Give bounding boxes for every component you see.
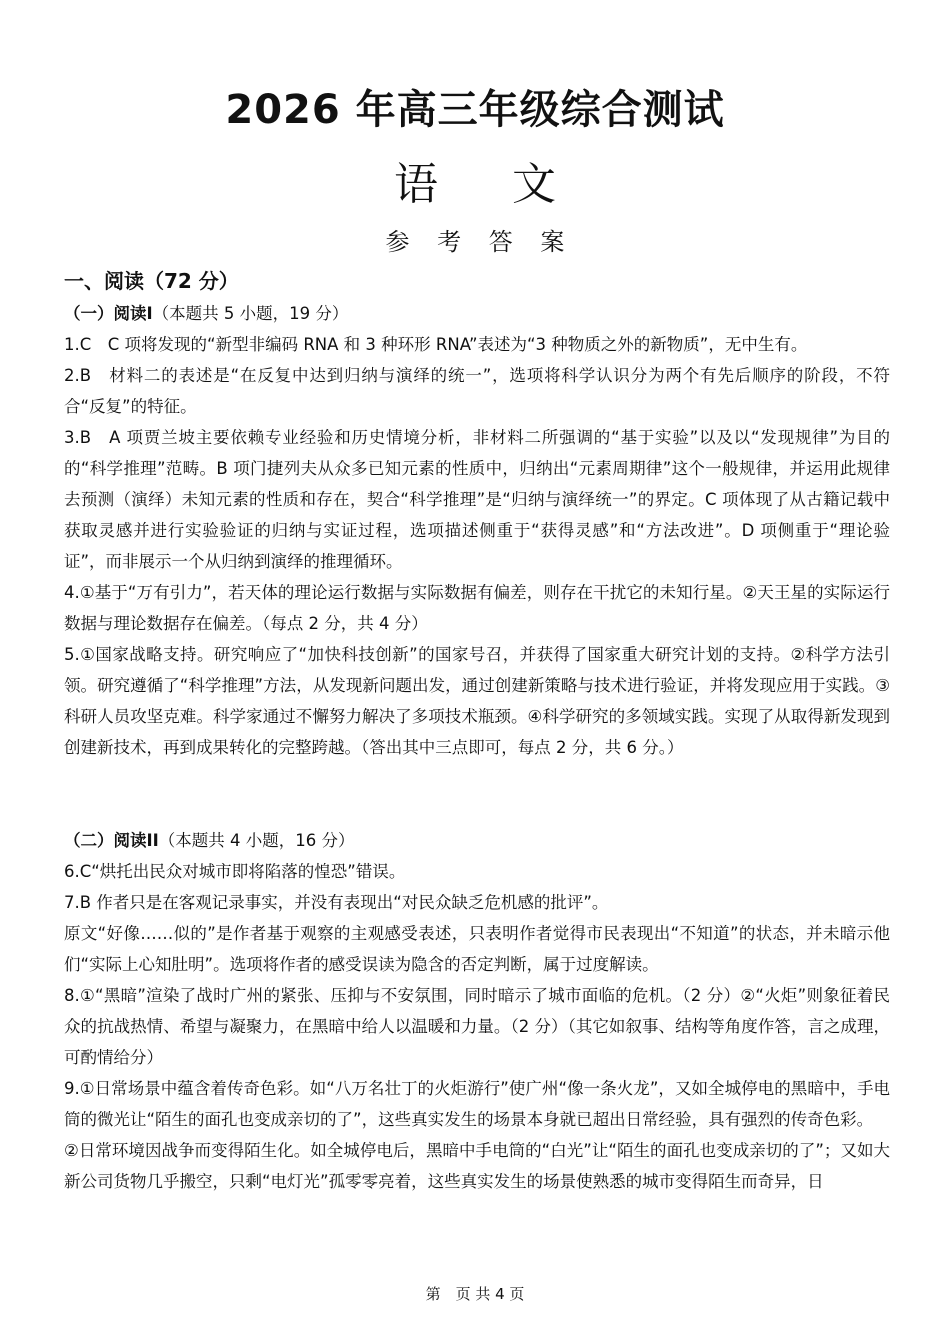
answer-key-heading: 参 考 答 案 [385,228,575,256]
part1-info: （本题共 5 小题，19 分） [152,304,349,323]
part1-heading [64,298,890,329]
answer-item: 原文“好像……似的”是作者基于观察的主观感受表述，只表明作者觉得市民表现出“不知道”的状态，并未暗示他们“实际上心知肚明”。选项将作者的感受误读为隐含的否定判断，属于过度解读。 [64,924,890,974]
exam-title: 2026 年高三年级综合测试 [225,87,725,133]
page-footer: 第 页 共 4 页 [425,1285,525,1303]
answer-item: 9.①日常场景中蕴含着传奇色彩。如“八万名壮丁的火炬游行”使广州“像一条火龙”，又如全城停电的黑暗中，手电筒的微光让“陌生的面孔也变成亲切的了”，这些真实发生的场景本身就已超出日常经验，具有强烈的传奇色彩。 [64,1079,890,1129]
answer-content [64,264,890,1197]
answer-item: 1.C C 项将发现的“新型非编码 RNA 和 3 种环形 RNA”表述为“3 种物质之外的新物质”，无中生有。 [64,335,808,354]
part2-info: （本题共 4 小题，16 分） [158,831,355,850]
answer-item: ②日常环境因战争而变得陌生化。如全城停电后，黑暗中手电筒的“白光”让“陌生的面孔也变成亲切的了”；又如大新公司货物几乎搬空，只剩“电灯光”孤零零亮着，这些真实发生的场景使熟悉的城市变得陌生而奇异，日 [64,1141,890,1191]
answer-item: 5.①国家战略支持。研究响应了“加快科技创新”的国家号召，并获得了国家重大研究计划的支持。②科学方法引领。研究遵循了“科学推理”方法，从发现新问题出发，通过创建新策略与技术进行验证，并将发现应用于实践。③科研人员攻坚克难。科学家通过不懈努力解决了多项技术瓶颈。④科学研究的多领域实践。实现了从取得新发现到创建新技术，再到成果转化的完整跨越。（答出其中三点即可，每点 2 分，共 6 分。） [64,645,890,757]
subject-title: 语 文 [394,159,586,210]
answer-item: 4.①基于“万有引力”，若天体的理论运行数据与实际数据有偏差，则存在干扰它的未知行星。②天王星的实际运行数据与理论数据存在偏差。（每点 2 分，共 4 分） [64,583,890,633]
answer-item: 6.C“烘托出民众对城市即将陷落的惶恐”错误。 [64,862,406,881]
answer-item: 8.①“黑暗”渲染了战时广州的紧张、压抑与不安氛围，同时暗示了城市面临的危机。（2 分）②“火炬”则象征着民众的抗战热情、希望与凝聚力，在黑暗中给人以温暖和力量。（2 分）（其它如叙事、结构等角度作答，言之成理，可酌情给分） [64,986,890,1067]
part1-label: （一）阅读I [64,304,153,323]
answer-item: 2.B 材料二的表述是“在反复中达到归纳与演绎的统一”，选项将科学认识分为两个有先后顺序的阶段，不符合“反复”的特征。 [64,366,890,416]
part2-heading [64,825,890,856]
section-heading: 一、阅读（72 分） [64,269,239,293]
answer-item: 3.B A 项贾兰坡主要依赖专业经验和历史情境分析，非材料二所强调的“基于实验”以及以“发现规律”为目的的“科学推理”范畴。B 项门捷列夫从众多已知元素的性质中，归纳出“元素周期律”这个一般规律，并运用此规律去预测（演绎）未知元素的性质和存在，契合“科学推理”是“归纳与演绎统一”的界定。C 项体现了从古籍记载中获取灵感并进行实验验证的归纳与实证过程，选项描述侧重于“获得灵感”和“方法改进”。D 项侧重于“理论验证”，而非展示一个从归纳到演绎的推理循环。 [64,428,890,571]
spacer [64,763,890,825]
part2-label: （二）阅读II [64,831,159,850]
answer-item: 7.B 作者只是在客观记录事实，并没有表现出“对民众缺乏危机感的批评”。 [64,893,609,912]
